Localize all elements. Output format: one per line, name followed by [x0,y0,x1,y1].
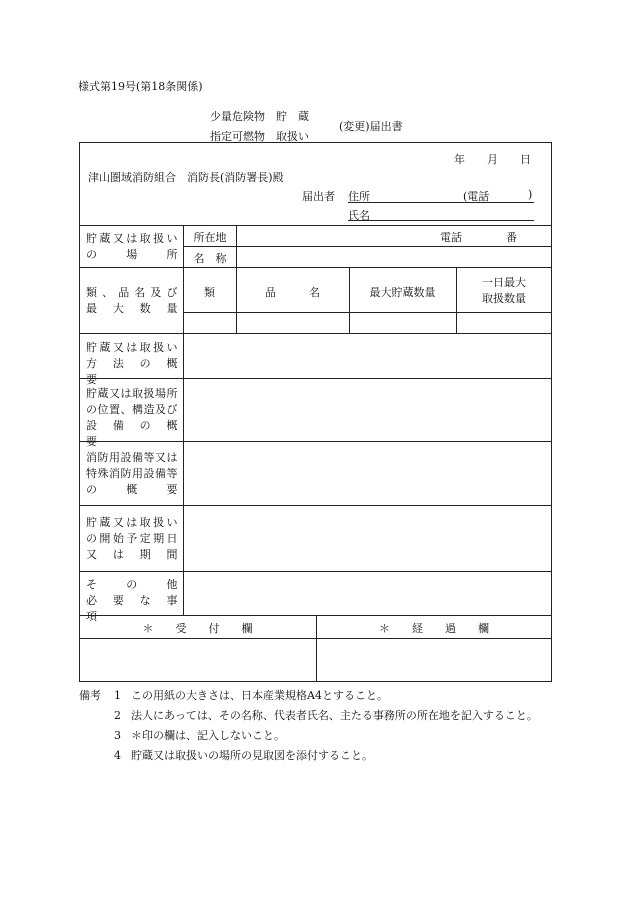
col-type: 類 [204,286,215,299]
title-line-1: 少量危険物 貯 蔵 [210,110,309,123]
note-item: 3 ＊印の欄は、記入しないこと。 [114,729,285,742]
storage-place-label: 貯蔵又は取扱い の 場 所 [86,232,178,261]
reception-header: ＊ 受 付 欄 [142,622,253,635]
col-divider [236,267,237,333]
title-line-2: 指定可燃物 取扱い [210,130,309,143]
note-item: 4 貯蔵又は取扱いの場所の見取図を添付すること。 [114,749,373,762]
col-divider [349,267,350,333]
row-divider [79,505,552,506]
row-divider [79,225,552,226]
method-label: 貯蔵又は取扱い 方 法 の 概 要 [86,341,190,386]
address-label: 住所 [348,190,370,203]
address-underline [348,202,534,203]
name-sub-label: 名 称 [193,252,227,265]
notes-heading: 備考 [79,689,101,702]
col-max-storage: 最大貯蔵数量 [369,286,436,299]
start-date-label: 貯蔵又は取扱い の開始予定期日 又 は 期 間 [86,516,178,561]
notes [79,686,538,766]
date-fields [454,151,531,167]
structure-label: 貯蔵又は取扱場所 の位置、構造及び 設 備 の 概 要 [86,387,190,448]
addressee: 津山圏域消防組合 消防長(消防署長)殿 [88,171,284,184]
row-divider [183,246,552,247]
col-item-name: 品 名 [265,286,320,299]
note-item: 備考 1 この用紙の大きさは、日本産業規格A4とすること。 [79,686,538,706]
row-divider [183,312,552,313]
notifier-label: 届出者 [302,190,335,203]
col-divider [236,225,237,267]
progress-header: ＊ 経 過 欄 [379,622,489,635]
location-label: 所在地 [193,231,227,244]
note-item: 2 法人にあっては、その名称、代表者氏名、主たる事務所の所在地を記入すること。 [114,709,538,722]
phone-number-label: 電話 番 [440,231,517,244]
date-month: 月 [487,153,498,166]
form-number: 様式第19号(第18条関係) [78,80,203,93]
col-daily-max: 一日最大 取扱数量 [482,276,526,305]
other-label: そ の 他 必 要 な 事 項 [86,578,190,623]
phone-label: (電話 [463,190,490,203]
row-divider [79,333,552,334]
fire-equipment-label: 消防用設備等又は 特殊消防用設備等 の 概 要 [86,451,178,496]
date-day: 日 [520,153,531,166]
name-label: 氏名 [348,209,370,222]
row-divider [79,571,552,572]
date-year: 年 [454,153,465,166]
row-divider [79,267,552,268]
title-suffix: (変更)届出書 [339,120,403,133]
type-label: 類、品名及び 最 大 数 量 [86,286,178,315]
phone-close: ) [528,188,533,201]
name-underline [348,220,534,221]
